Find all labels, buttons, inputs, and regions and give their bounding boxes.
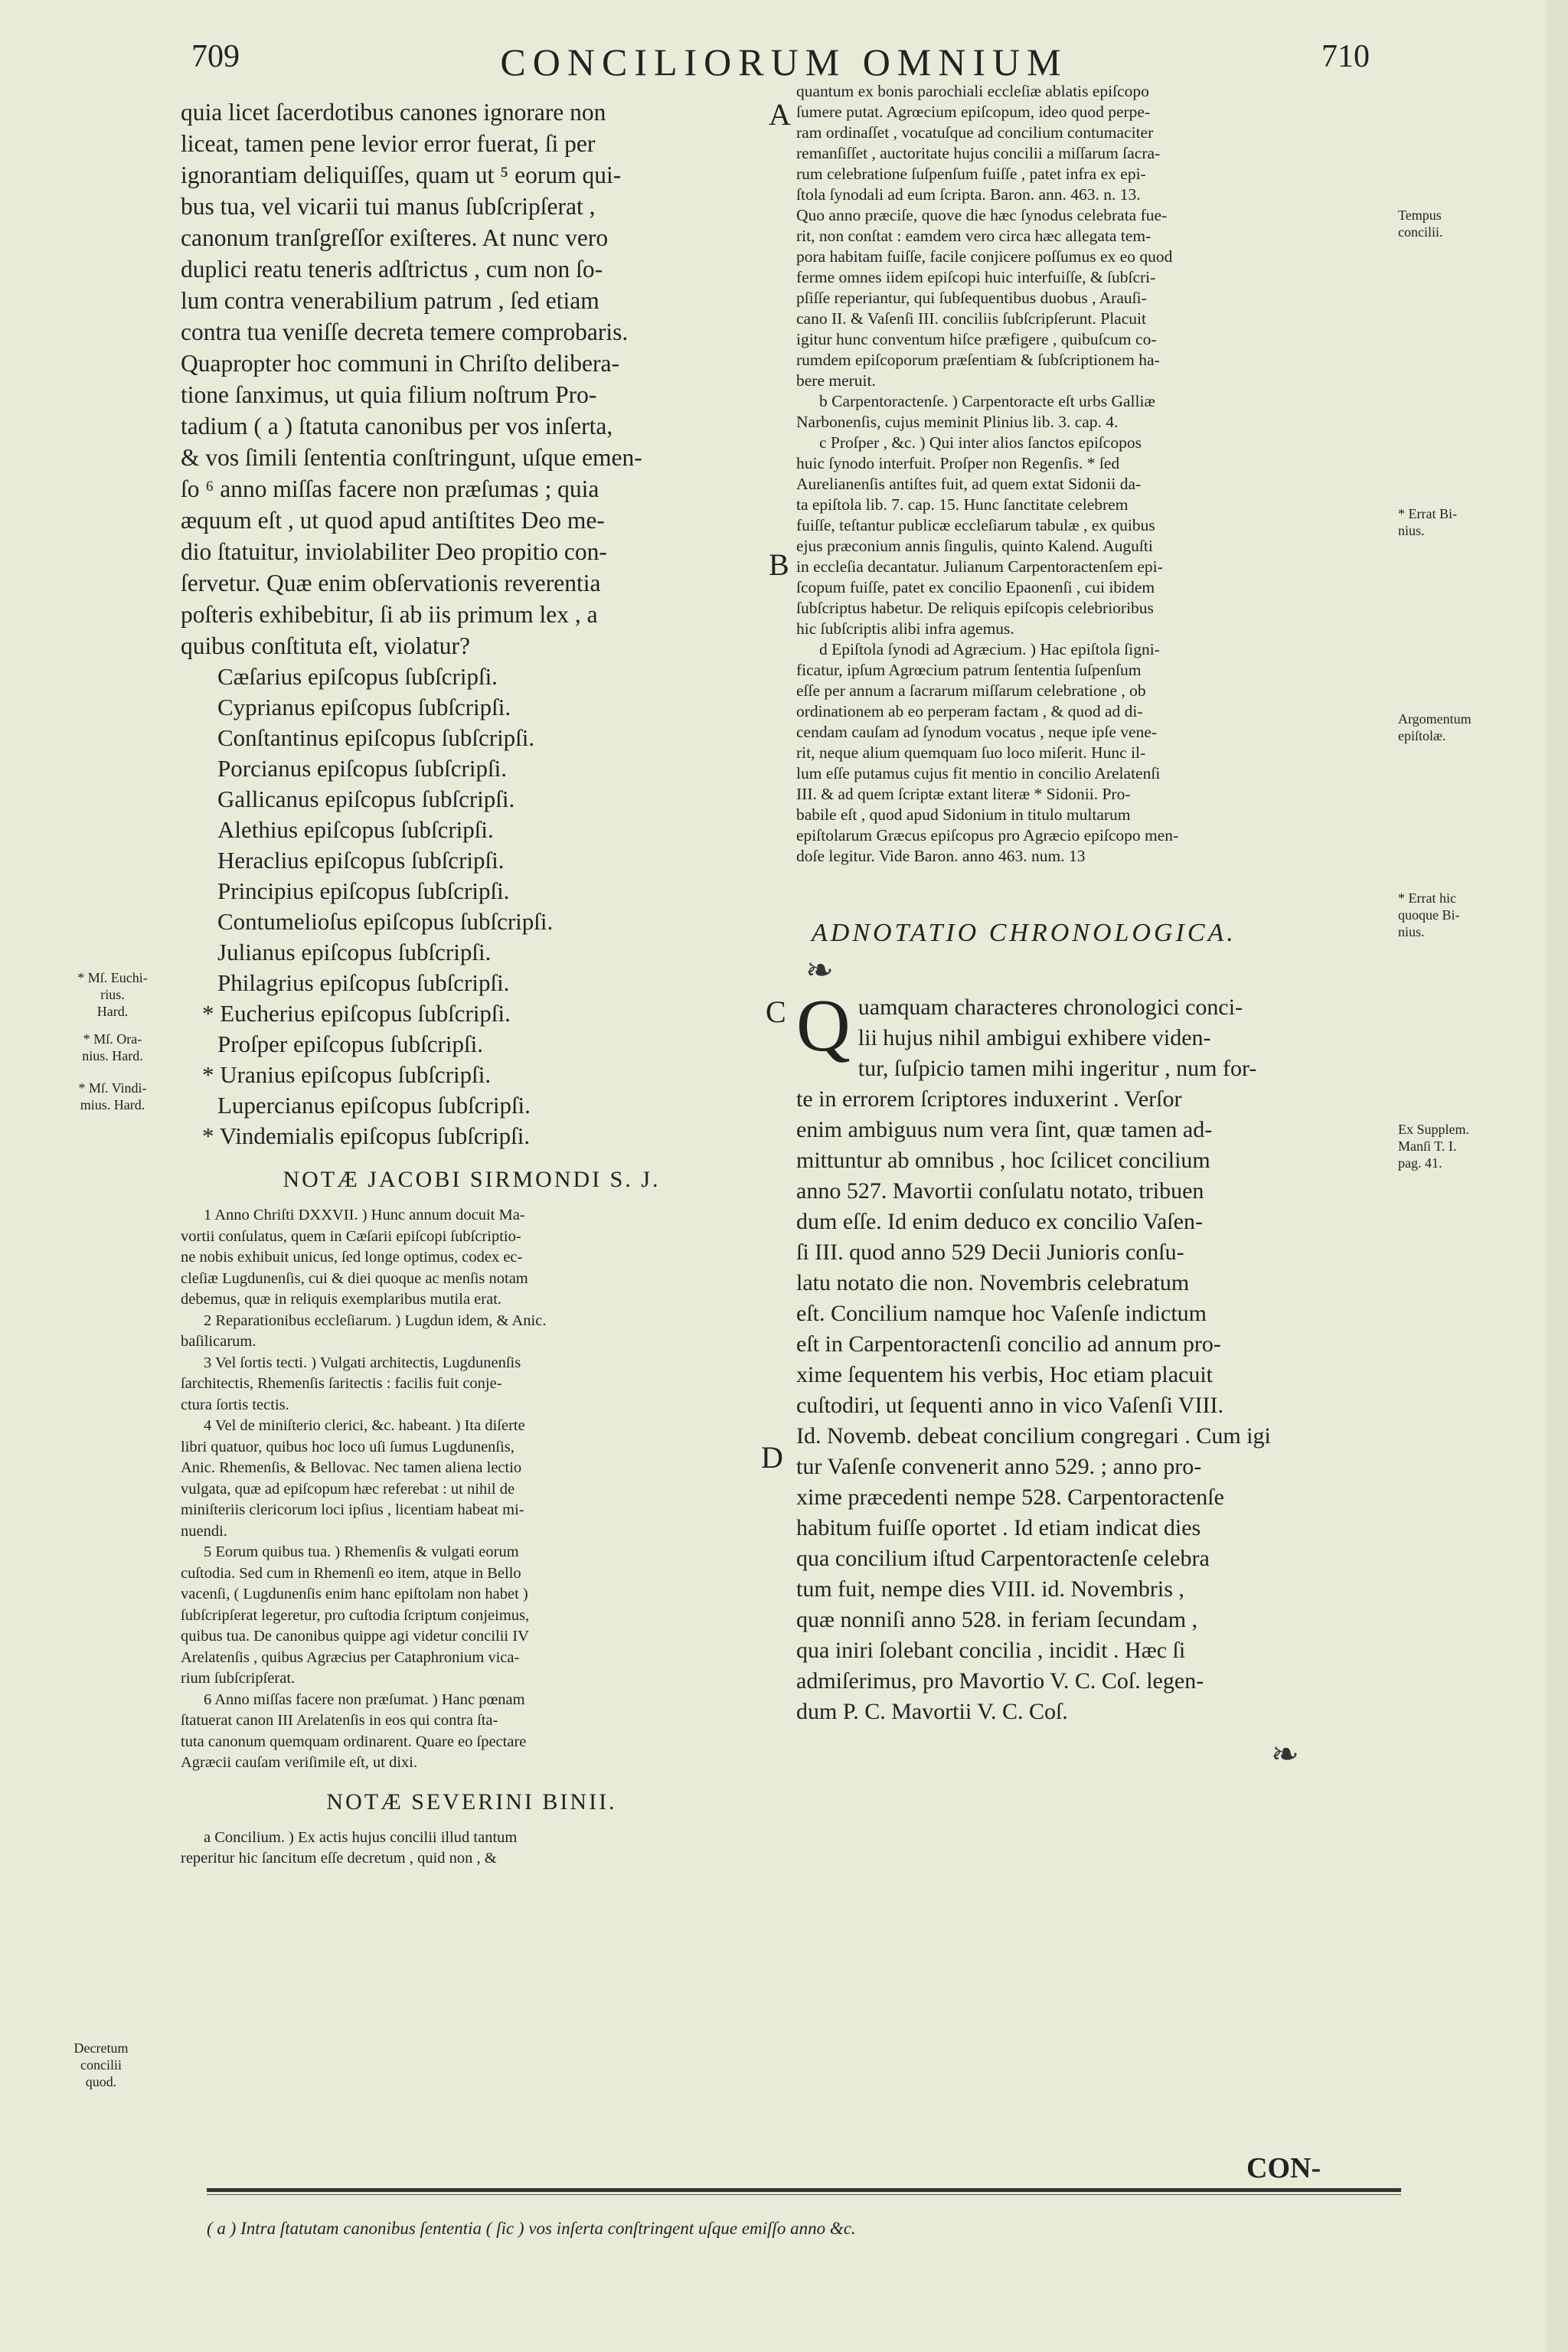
binii-notes [181, 1828, 763, 1870]
note-line: 5 Eorum quibus tua. ) Rhemenſis & vulgati eorum [204, 1544, 519, 1560]
note-line: tuta canonum quemquam ordinarent. Quare eo ſpectare [181, 1733, 527, 1750]
text-line: liceat, tamen pene levior error fuerat, ſi per [181, 130, 596, 157]
signatory: Lupercianus epiſcopus ſubſcripſi. [217, 1092, 531, 1119]
section-letter-c: C [766, 995, 786, 1029]
note-line: cuſtodia. Sed cum in Rhemenſi eo item, atque in Bello [181, 1564, 521, 1582]
text-line: Quapropter hoc communi in Chriſto delibera- [181, 350, 619, 377]
signatory: Gallicanus epiſcopus ſubſcripſi. [217, 786, 515, 812]
text-line: ſervetur. Quæ enim obſervationis reverentia [181, 570, 601, 596]
note-line: 2 Reparationibus eccleſiarum. ) Lugdun idem, & Anic. [204, 1312, 547, 1329]
note-line: 3 Vel ſortis tecti. ) Vulgati architectis, Lugdunenſis [204, 1354, 521, 1371]
signatory: Heraclius epiſcopus ſubſcripſi. [217, 847, 505, 874]
note-line: lum eſſe putamus cujus fit mentio in concilio Arelatenſi [796, 764, 1161, 782]
signatory: Alethius epiſcopus ſubſcripſi. [217, 816, 494, 843]
note-line: reperitur hic ſancitum eſſe decretum , quid non , & [181, 1850, 497, 1867]
note-line: ne nobis exhibuit unicus, ſed longe optimus, codex ec- [181, 1249, 523, 1266]
text-line: bus tua, vel vicarii tui manus ſubſcripſerat , [181, 193, 596, 220]
note-line: baſilicarum. [181, 1333, 256, 1350]
text-line: tur, ſuſpicio tamen mihi ingeritur , num for- [858, 1056, 1257, 1081]
note-line: b Carpentoractenſe. ) Carpentoracte eſt urbs Galliæ [819, 392, 1155, 410]
signatory: Cyprianus epiſcopus ſubſcripſi. [217, 694, 511, 720]
note-line: rum celebratione ſuſpenſum fuiſſe , patet infra ex epi- [796, 165, 1146, 183]
text-line: quibus conſtituta eſt, violatur? [181, 632, 470, 659]
text-line: latu notato die non. Novembris celebratum [796, 1270, 1190, 1295]
margin-note: Ex Supplem. Manſi T. I. pag. 41. [1398, 1122, 1469, 1171]
note-line: vortii conſulatus, quem in Cæſarii epiſcopi ſubſcriptio- [181, 1227, 521, 1245]
note-line: doſe legitur. Vide Baron. anno 463. num. 13 [796, 847, 1086, 865]
note-line: Arelatenſis , quibus Agræcius per Cataphronium vica- [181, 1648, 520, 1666]
note-line: d Epiſtola ſynodi ad Agræcium. ) Hac epiſtola ſigni- [819, 640, 1160, 658]
text-line: enim ambiguus num vera ſint, quæ tamen ad- [796, 1117, 1213, 1142]
section-letter-b: B [769, 547, 789, 582]
margin-note: Tempus concilii. [1398, 207, 1443, 240]
note-line: ſubſcriptus habetur. De reliquis epiſcopis celebrioribus [796, 599, 1154, 617]
note-line: ſcopum fuiſſe, patet ex concilio Epaonenſi , cui ibidem [796, 578, 1155, 596]
note-line: 6 Anno miſſas facere non præſumat. ) Hanc pœnam [204, 1690, 525, 1708]
text-line: xime ſequentem his verbis, Hoc etiam placuit [796, 1362, 1214, 1387]
text-line: cuſtodiri, ut ſequenti anno in vico Vaſenſi VIII. [796, 1393, 1223, 1418]
text-line: admiſerimus, pro Mavortio V. C. Coſ. legen- [796, 1668, 1204, 1694]
sirmond-notes [181, 1205, 763, 1774]
text-line: habitum fuiſſe oportet . Id etiam indicat dies [796, 1515, 1201, 1540]
text-line: contra tua veniſſe decreta temere comprobaris. [181, 318, 629, 345]
note-line: Narbonenſis, cujus meminit Plinius lib. 3. cap. 4. [796, 413, 1119, 431]
signatory: Philagrius epiſcopus ſubſcripſi. [217, 969, 510, 996]
text-line: uamquam characteres chronologici conci- [858, 995, 1243, 1020]
note-line: rit, neque alium quemquam ſuo loco miſerit. Hunc il- [796, 743, 1146, 762]
note-line: Quo anno præciſe, quove die hæc ſynodus celebrata fue- [796, 206, 1168, 224]
text-line: te in errorem ſcriptores induxerint . Verſor [796, 1086, 1182, 1112]
text-line: xime præcedenti nempe 528. Carpentoractenſe [796, 1485, 1224, 1510]
note-line: ejus præconium annis ſingulis, quinto Kalend. Auguſti [796, 537, 1153, 555]
binii-notes-heading: NOTÆ SEVERINI BINII. [326, 1788, 617, 1815]
text-line: & vos ſimili ſententia conſtringunt, uſque emen- [181, 444, 642, 471]
note-line: huic ſynodo interfuit. Proſper non Regenſis. * ſed [796, 454, 1120, 472]
note-line: fuiſſe, teſtantur publicæ eccleſiarum tabulæ , ex quibus [796, 516, 1155, 534]
text-line: lii hujus nihil ambigui exhibere viden- [858, 1025, 1211, 1050]
note-line: vulgata, quæ ad epiſcopum hæc referebat : ut nihil de [181, 1480, 515, 1498]
note-line: 4 Vel de miniſterio clerici, &c. habeant. ) Ita diſerte [204, 1417, 525, 1434]
note-line: miniſteriis clericorum loci ipſius , licentiam habeat mi- [181, 1501, 524, 1518]
note-line: ta epiſtola lib. 7. cap. 15. Hunc ſanctitate celebrem [796, 495, 1129, 514]
text-line: Id. Novemb. debeat concilium congregari . Cum igi [796, 1423, 1271, 1449]
note-line: 1 Anno Chriſti DXXVII. ) Hunc annum docuit Ma- [204, 1207, 525, 1223]
signatory: Cæſarius epiſcopus ſubſcripſi. [217, 663, 498, 690]
catchword: CON- [1246, 2152, 1321, 2184]
decree-text [181, 96, 763, 662]
note-line: ferme omnes iidem epiſcopi huic interfuiſſe, & ſubſcri- [796, 268, 1156, 286]
note-line: ſtatuerat canon III Arelatenſis in eos qui contra ſta- [181, 1712, 498, 1729]
margin-note: * Errat hic quoque Bi- nius. [1398, 890, 1460, 939]
note-line: epiſtolarum Græcus epiſcopus pro Agræcio epiſcopo men- [796, 826, 1179, 844]
footer-rule [207, 2188, 1401, 2192]
text-line: mittuntur ab omnibus , hoc ſcilicet concilium [796, 1148, 1210, 1173]
text-line: dio ſtatuitur, inviolabiliter Deo propitio con- [181, 538, 607, 565]
note-line: ſtola ſynodali ad eum ſcripta. Baron. ann. 463. n. 13. [796, 185, 1141, 204]
drop-cap: Q [796, 985, 851, 1067]
margin-note: * Mſ. Ora- nius. Hard. [82, 1031, 143, 1063]
text-line: dum P. C. Mavortii V. C. Coſ. [796, 1699, 1068, 1724]
note-line: ſubſcripſerat legeretur, pro cuſtodia ſcriptum conjeimus, [181, 1606, 530, 1624]
note-line: rium ſubſcripſerat. [181, 1670, 296, 1687]
text-line: lum contra venerabilium patrum , ſed etiam [181, 287, 599, 314]
text-line: quæ nonniſi anno 528. in feriam ſecundam , [796, 1607, 1198, 1632]
note-line: ſumere putat. Agrœcium epiſcopum, ideo quod perpe- [796, 103, 1151, 121]
note-line: rit, non conſtat : eamdem vero circa hæc allegata tem- [796, 227, 1152, 245]
signatory: * Eucherius epiſcopus ſubſcripſi. [217, 998, 763, 1029]
note-line: libri quatuor, quibus hoc loco uſi ſumus Lugdunenſis, [181, 1438, 514, 1455]
margin-note: * Mſ. Vindi- mius. Hard. [78, 1080, 147, 1112]
signatory: * Uranius epiſcopus ſubſcripſi. [217, 1060, 763, 1090]
text-line: qua iniri ſolebant concilia , incidit . Hæc ſi [796, 1638, 1186, 1663]
text-line: æquum eſt , ut quod apud antiſtites Deo me- [181, 507, 605, 534]
left-column [181, 96, 763, 1870]
footer-rule-thin [207, 2194, 1401, 2195]
signatory: * Vindemialis epiſcopus ſubſcripſi. [217, 1121, 763, 1152]
text-line: qua concilium iſtud Carpentoractenſe celebra [796, 1546, 1210, 1571]
text-line: quia licet ſacerdotibus canones ignorare non [181, 99, 606, 126]
signatory: Conſtantinus epiſcopus ſubſcripſi. [217, 724, 535, 751]
note-line: pſiſſe reperiantur, qui ſubſequentibus duobus , Arauſi- [796, 289, 1147, 307]
note-line: c Proſper , &c. ) Qui inter alios ſanctos epiſcopos [819, 433, 1142, 452]
sirmond-notes-heading: NOTÆ JACOBI SIRMONDI S. J. [283, 1167, 661, 1192]
text-line: ſi III. quod anno 529 Decii Junioris conſu- [796, 1240, 1184, 1265]
signatory: Contumelioſus epiſcopus ſubſcripſi. [217, 908, 554, 935]
note-line: Anic. Rhemenſis, & Bellovac. Nec tamen aliena lectio [181, 1459, 522, 1476]
signatory: Proſper epiſcopus ſubſcripſi. [217, 1031, 483, 1057]
signatory-list [181, 662, 763, 1152]
text-line: dum eſſe. Id enim deduco ex concilio Vaſen- [796, 1209, 1203, 1234]
note-line: ſarchitectis, Rhemenſis ſaritectis : facilis fuit conje- [181, 1375, 502, 1392]
note-line: pora habitam fuiſſe, facile conjicere poſſumus ex eo quod [796, 247, 1173, 266]
note-line: ordinationem ab eo perperam factam , & quod ad di- [796, 702, 1143, 720]
signatory: Julianus epiſcopus ſubſcripſi. [217, 939, 492, 965]
note-line: a Concilium. ) Ex actis hujus concilii illud tantum [204, 1828, 518, 1846]
text-line: canonum tranſgreſſor exiſteres. At nunc vero [181, 224, 609, 251]
note-line: quibus tua. De canonibus quippe agi videtur concilii IV [181, 1628, 529, 1645]
margin-note: Argomentum epiſtolæ. [1398, 711, 1472, 743]
note-line: rumdem epiſcoporum præſentiam & ſubſcriptionem ha- [796, 351, 1160, 369]
binii-notes-continued [796, 81, 1393, 867]
signatory: Principius epiſcopus ſubſcripſi. [217, 877, 510, 904]
margin-note: Decretum concilii quod. [74, 2040, 129, 2089]
margin-note: * Errat Bi- nius. [1398, 506, 1457, 538]
note-line: quantum ex bonis parochiali eccleſiæ ablatis epiſcopo [796, 82, 1149, 100]
margin-note: * Mſ. Euchi- rius. Hard. [77, 970, 148, 1019]
note-line: Aurelianenſis antiſtes fuit, ad quem extat Sidonii da- [796, 475, 1142, 493]
text-line: poſteris exhibebitur, ſi ab iis primum lex , a [181, 601, 598, 628]
running-title: CONCILIORUM OMNIUM [500, 41, 1068, 83]
text-line: tur Vaſenſe convenerit anno 529. ; anno pro- [796, 1454, 1202, 1479]
note-line: cleſiæ Lugdunenſis, cui & diei quoque ac menſis notam [181, 1269, 528, 1287]
text-line: eſt in Carpentoractenſi concilio ad annum pro- [796, 1331, 1221, 1357]
note-line: igitur hunc conventum hiſce præfigere , quibuſcum co- [796, 330, 1157, 348]
text-line: tum fuit, nempe dies VIII. id. Novembris , [796, 1576, 1184, 1602]
note-line: bere meruit. [796, 371, 876, 390]
adnotatio-text [796, 985, 1393, 1727]
page-number-left: 709 [191, 39, 240, 74]
section-letter-d: D [761, 1440, 783, 1475]
note-line: in eccleſia decantatur. Julianum Carpentoractenſem epi- [796, 557, 1163, 576]
note-line: ram ordinaſſet , vocatuſque ad concilium contumaciter [796, 123, 1154, 142]
note-line: babile eſt , quod apud Sidonium in titulo multarum [796, 805, 1131, 824]
fleuron-ornament-icon: ❧ [1271, 1736, 1299, 1773]
text-line: duplici reatu teneris adſtrictus , cum non ſo- [181, 256, 603, 283]
note-line: Agræcii cauſam veriſimile eſt, ut dixi. [181, 1754, 418, 1771]
text-line: ignorantiam deliquiſſes, quam ut ⁵ eorum qui- [181, 162, 622, 188]
fleuron-ornament-icon: ❧ [805, 952, 834, 989]
note-line: cendam cauſam ad ſynodum vocatus , neque ipſe vene- [796, 723, 1158, 741]
note-line: nuendi. [181, 1522, 227, 1540]
text-line: ſo ⁶ anno miſſas facere non præſumas ; quia [181, 475, 599, 502]
text-line: tione ſanximus, ut quia filium noſtrum Pro- [181, 381, 597, 408]
text-line: tadium ( a ) ſtatuta canonibus per vos inſerta, [181, 413, 613, 439]
text-line: eſt. Concilium namque hoc Vaſenſe indictum [796, 1301, 1207, 1326]
text-line: anno 527. Mavortii conſulatu notato, tribuen [796, 1178, 1204, 1204]
note-line: cano II. & Vaſenſi III. conciliis ſubſcripſerunt. Placuit [796, 309, 1146, 328]
note-line: hic ſubſcriptis alibi infra agemus. [796, 619, 1014, 638]
note-line: ficatur, ipſum Agrœcium patrum ſententia ſuſpenſum [796, 661, 1142, 679]
note-line: vacenſi, ( Lugdunenſis enim hanc epiſtolam non habet ) [181, 1586, 528, 1602]
note-line: debemus, quæ in reliquis exemplaribus mutila erat. [181, 1291, 502, 1308]
footnote: ( a ) Intra ſtatutam canonibus ſententia ( ſic ) vos inſerta conſtringent uſque emiſſo anno &c. [207, 2219, 856, 2238]
adjacent-page-edge [1547, 0, 1568, 2352]
note-line: eſſe per annum a ſacrarum miſſarum celebratione , ob [796, 681, 1146, 700]
signatory: Porcianus epiſcopus ſubſcripſi. [217, 755, 507, 782]
page-number-right: 710 [1321, 39, 1370, 74]
adnotatio-heading: ADNOTATIO CHRONOLOGICA. [812, 919, 1236, 947]
note-line: remanſiſſet , auctoritate hujus concilii a miſſarum ſacra- [796, 144, 1161, 162]
note-line: III. & ad quem ſcriptæ extant literæ * Sidonii. Pro- [796, 785, 1131, 803]
right-column [796, 81, 1393, 1772]
section-letter-a: A [769, 97, 791, 132]
note-line: ctura ſortis tectis. [181, 1396, 289, 1413]
